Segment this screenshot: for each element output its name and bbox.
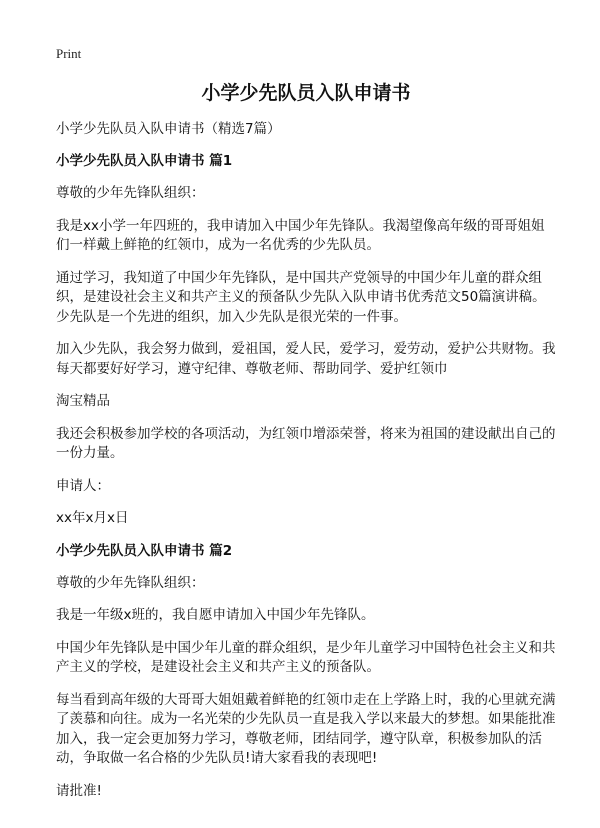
paragraph: 每当看到高年级的大哥哥大姐姐戴着鲜艳的红领巾走在上学路上时，我的心里就充满了羡慕和向往。成为一名光荣的少先队员一直是我入学以来最大的梦想。如果能批准加入，我一定会更加努力学习，尊敬老师，团结同学，遵守队章，积极参加队的活动，争取做一名合格的少先队员!请大家看我的表现吧!: [56, 691, 556, 766]
paragraph: 中国少年先锋队是中国少年儿童的群众组织，是少年儿童学习中国特色社会主义和共产主义的学校，是建设社会主义和共产主义的预备队。: [56, 639, 556, 675]
salutation: 尊敬的少年先锋队组织：: [56, 574, 205, 591]
page-title: 小学少先队员入队申请书: [201, 82, 411, 104]
paragraph: 淘宝精品: [56, 393, 110, 409]
section-heading: 小学少先队员入队申请书 篇2: [56, 542, 233, 559]
section-heading: 小学少先队员入队申请书 篇1: [56, 153, 233, 169]
print-link[interactable]: Print: [56, 46, 82, 61]
paragraph: 通过学习，我知道了中国少年先锋队，是中国共产党领导的中国少年儿童的群众组织，是建设社会主义和共产主义的预备队少先队入队申请书优秀范文50篇演讲稿。少先队是一个先进的组织，加入少先队是很光荣的一件事。: [56, 269, 546, 325]
paragraph: 我是一年级x班的，我自愿申请加入中国少年先锋队。: [56, 607, 375, 623]
date-line: xx年x月x日: [56, 510, 129, 526]
document-subtitle: 小学少先队员入队申请书（精选7篇）: [56, 121, 281, 137]
salutation: 尊敬的少年先锋队组织：: [56, 185, 205, 201]
paragraph: 我还会积极参加学校的各项活动，为红领巾增添荣誉，将来为祖国的建设献出自己的一份力量。: [56, 425, 556, 461]
paragraph: 我是xx小学一年四班的，我申请加入中国少年先锋队。我渴望像高年级的哥哥姐姐们一样戴上鲜艳的红领巾，成为一名优秀的少先队员。: [56, 217, 545, 253]
paragraph: 加入少先队，我会努力做到，爱祖国，爱人民，爱学习，爱劳动，爱护公共财物。我每天都要好好学习，遵守纪律、尊敬老师、帮助同学、爱护红领巾: [56, 341, 556, 377]
section-1: [56, 152, 556, 529]
closing-line: 请批准!: [56, 782, 102, 799]
document-body: [56, 80, 556, 801]
section-2: [56, 542, 556, 802]
applicant-label: 申请人：: [56, 477, 110, 494]
